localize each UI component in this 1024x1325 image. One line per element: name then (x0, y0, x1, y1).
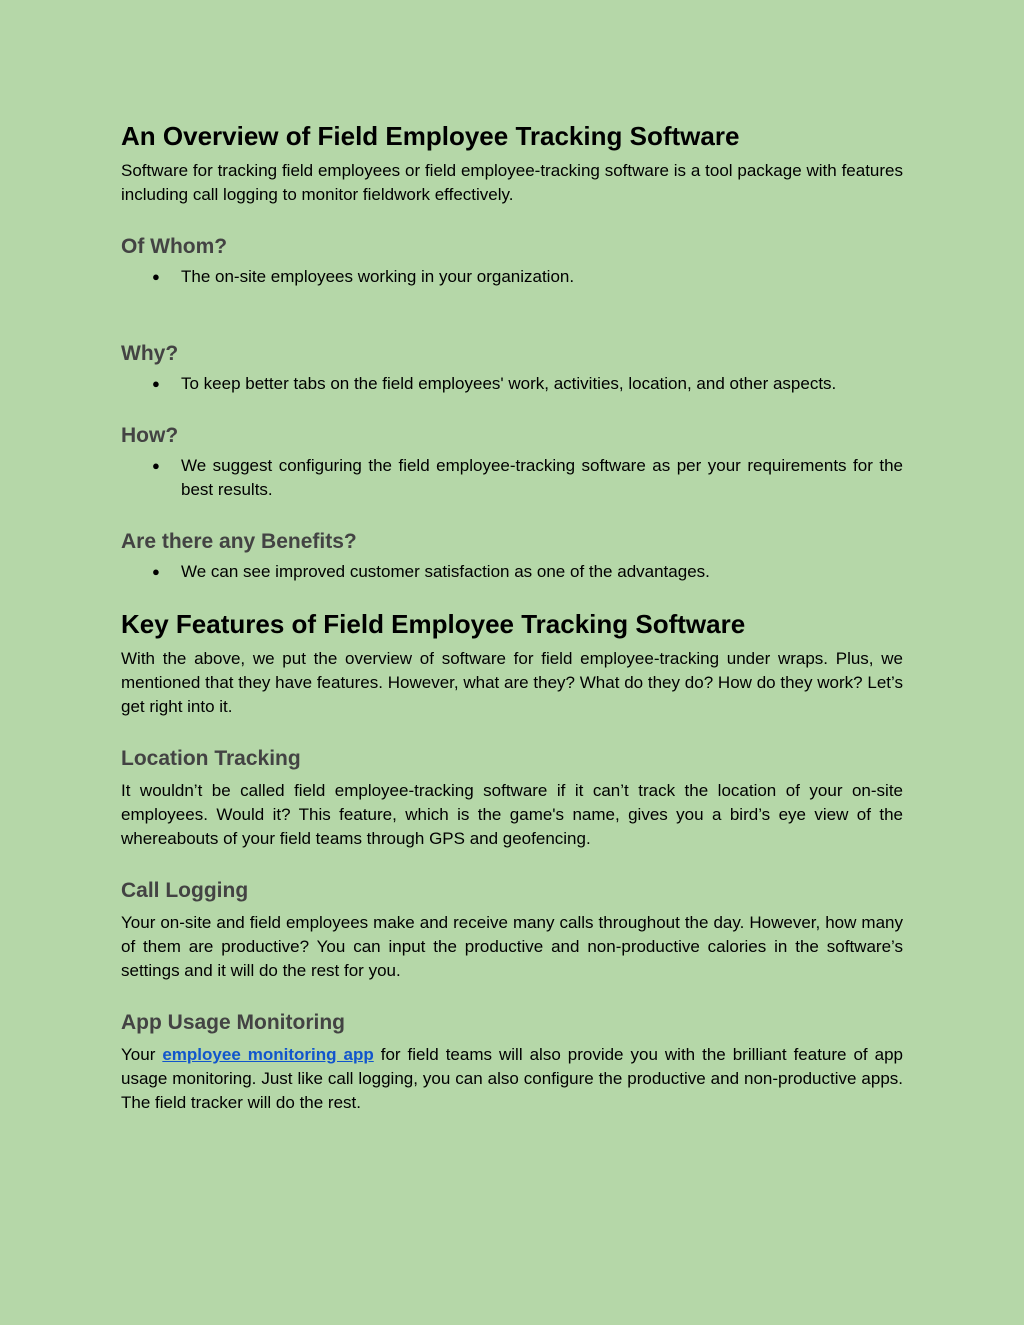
app-usage-body-prefix: Your (121, 1045, 163, 1064)
app-usage-body-suffix: for field teams will also provide you with the brilliant feature of app usage monitoring. Just like call logging, you can also configure the productive and non-productive apps. The field tracker will do the rest. (121, 1045, 904, 1112)
question-why: Why? (121, 342, 179, 365)
document-content (121, 118, 903, 1115)
answer-text: The on-site employees working in your organization. (181, 267, 575, 286)
call-logging-body: Your on-site and field employees make and receive many calls throughout the day. However, how many of them are productive? You can input the productive and non-productive calories in the software’s settings and it will do the rest for you. (121, 913, 903, 980)
bullet-icon: ● (152, 376, 160, 391)
bullet-icon: ● (152, 564, 160, 579)
answer-list-of-whom (121, 265, 903, 289)
overview-intro: Software for tracking field employees or field employee-tracking software is a tool package with features including call logging to monitor fieldwork effectively. (121, 161, 903, 204)
question-benefits: Are there any Benefits? (121, 530, 357, 553)
bullet-icon: ● (152, 269, 160, 284)
answer-list-benefits (121, 560, 903, 584)
features-title: Key Features of Field Employee Tracking Software (121, 609, 746, 639)
bullet-icon: ● (152, 458, 160, 473)
answer-text: We suggest configuring the field employee-tracking software as per your requirements for the best results. (181, 456, 903, 499)
app-usage-heading: App Usage Monitoring (121, 1011, 345, 1034)
list-item (121, 372, 903, 396)
employee-monitoring-app-link[interactable]: employee monitoring app (162, 1045, 374, 1064)
list-item (121, 454, 903, 502)
call-logging-heading: Call Logging (121, 879, 249, 902)
answer-text: We can see improved customer satisfaction as one of the advantages. (181, 562, 710, 581)
overview-title: An Overview of Field Employee Tracking Software (121, 121, 740, 151)
question-how: How? (121, 424, 179, 447)
location-tracking-heading: Location Tracking (121, 747, 301, 770)
answer-list-why (121, 372, 903, 396)
answer-list-how (121, 454, 903, 502)
list-item (121, 265, 903, 289)
features-intro: With the above, we put the overview of software for field employee-tracking under wraps. Plus, we mentioned that they have features. However, what are they? What do they do? How do they work? Let’s get right into it. (121, 649, 903, 716)
answer-text: To keep better tabs on the field employees' work, activities, location, and other aspects. (181, 374, 837, 393)
app-usage-body (121, 1043, 903, 1115)
location-tracking-body: It wouldn’t be called field employee-tracking software if it can’t track the location of your on-site employees. Would it? This feature, which is the game's name, gives you a bird’s eye view of the whereabouts of your field teams through GPS and geofencing. (121, 781, 903, 848)
question-of-whom: Of Whom? (121, 235, 228, 258)
list-item (121, 560, 903, 584)
